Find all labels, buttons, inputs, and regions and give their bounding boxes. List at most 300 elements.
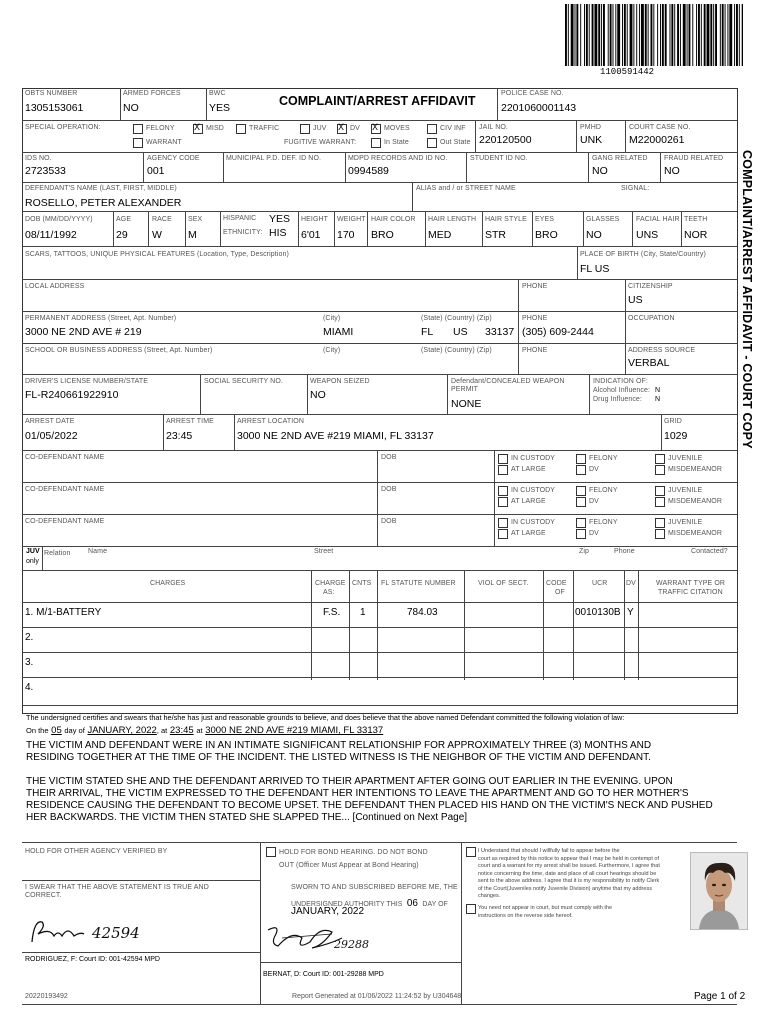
officer-signature (28, 914, 178, 948)
barcode-number: 1100591442 (600, 67, 655, 77)
barcode-bar (742, 4, 743, 66)
juvenile-checkbox[interactable] (655, 454, 665, 464)
pob-value: FL US (580, 263, 610, 275)
gang-value: NO (592, 165, 608, 177)
notice-line: of the Court(Juveniles notify Juvenile Division) anytime that my address (478, 885, 652, 892)
barcode-bar (670, 4, 671, 66)
school-state-label: (State) (Country) (Zip) (421, 347, 492, 354)
jail-no-label: JAIL NO. (479, 124, 508, 131)
barcode-bar (592, 4, 594, 66)
barcode-bar (698, 4, 700, 66)
civ-inf-label: CIV INF (440, 125, 466, 132)
codef-dv-label: DV (589, 466, 599, 473)
permanent-country: US (453, 326, 468, 338)
codefendant-dob-label: DOB (381, 486, 397, 493)
barcode-bar (662, 4, 664, 66)
warrant-checkbox[interactable] (133, 138, 143, 148)
defendant-photo (690, 852, 748, 930)
in-custody-checkbox[interactable] (498, 454, 508, 464)
out-state-checkbox[interactable] (427, 138, 437, 148)
teeth-value: NOR (684, 229, 708, 241)
barcode-bar (624, 4, 626, 66)
grid-label: GRID (664, 418, 682, 425)
armed-forces-value: NO (123, 102, 139, 114)
barcode-bar (633, 4, 634, 66)
codef-dv-checkbox[interactable] (576, 465, 586, 475)
barcode-bar (639, 4, 640, 66)
address-source-value: VERBAL (628, 357, 670, 369)
alcohol-label: Alcohol Influence: (593, 387, 651, 394)
agency-code-value: 001 (147, 165, 165, 177)
barcode-bar (598, 4, 600, 66)
charge-desc: 1. M/1-BATTERY (25, 607, 102, 618)
report-generated: Report Generated at 01/06/2022 11:24:52 by U304648 (292, 993, 462, 1000)
eyes-label: EYES (535, 216, 555, 223)
notice-line: sent to the above address. I agree that it is my responsibility to notify Clerk (478, 878, 660, 884)
warrant-label: WARRANT (146, 139, 182, 146)
sworn-label2: UNDERSIGNED AUTHORITY THIS (291, 901, 403, 908)
sworn-month: JANUARY, 2022 (291, 906, 365, 917)
charge-ucr: 0010130B (575, 607, 621, 618)
barcode-bar (725, 4, 726, 66)
barcode-bar (641, 4, 644, 66)
bwc-label: BWC (209, 90, 226, 97)
charge-desc: 3. (25, 657, 34, 668)
student-id-label: STUDENT ID NO. (470, 155, 528, 162)
grid-value: 1029 (664, 430, 688, 442)
facial-hair-value: UNS (636, 229, 659, 241)
barcode-bar (651, 4, 653, 66)
barcode-bar (722, 4, 724, 66)
barcode-bar (648, 4, 649, 66)
in-state-checkbox[interactable] (371, 138, 381, 148)
in-state-label: In State (384, 139, 409, 146)
barcode-bar (584, 4, 585, 66)
barcode-bar (687, 4, 688, 66)
judge-id: BERNAT, D: Court ID: 001-29288 MPD (263, 971, 384, 978)
arrest-time-value: 23:45 (166, 430, 193, 442)
traffic-checkbox[interactable] (236, 124, 246, 134)
barcode-bar (630, 4, 633, 66)
fraud-value: NO (664, 165, 680, 177)
barcode-bar (729, 4, 732, 66)
mdpd-label: MDPD RECORDS AND ID NO. (348, 155, 448, 162)
notice-line: court and a warrant for my arrest shall be issued. Furthermore, I agree that (478, 863, 660, 869)
dob-label: DOB (MM/DD/YYYY) (25, 216, 93, 223)
codefendant-dob-label: DOB (381, 518, 397, 525)
barcode-bar (565, 4, 567, 66)
obts-label: OBTS NUMBER (25, 90, 78, 97)
divider (377, 450, 378, 482)
barcode-bar (665, 4, 667, 66)
narrative-line: THEIR ARRIVAL, THE VICTIM EXPRESSED TO THE DEFENDANT HER INTENTIONS TO LEAVE THE APARTMENT AND GO TO HER MOTHER'S (26, 788, 689, 799)
charge-desc: 2. (25, 632, 34, 643)
fugitive-warrant-label: FUGITIVE WARRANT: (284, 139, 357, 146)
barcode-bar (594, 4, 597, 66)
juv-phone-label: Phone (614, 548, 635, 555)
perm-phone-label: PHONE (522, 315, 548, 322)
charge-as: F.S. (323, 607, 341, 618)
codef-felony-label: FELONY (589, 455, 618, 462)
notice-checkbox[interactable] (466, 847, 476, 857)
sex-label: SEX (188, 216, 203, 223)
codef-felony-label: FELONY (589, 487, 618, 494)
divider (22, 627, 737, 628)
ids-label: IDS NO. (25, 155, 52, 162)
juvenile-checkbox[interactable] (655, 486, 665, 496)
codef-dv-checkbox[interactable] (576, 529, 586, 539)
charge-desc: 4. (25, 682, 34, 693)
barcode-bar (683, 4, 686, 66)
codef-felony-checkbox[interactable] (576, 518, 586, 528)
side-title: COMPLAINT/ARREST AFFIDAVIT - COURT COPY (740, 150, 754, 449)
sworn-day: 06 (406, 898, 418, 909)
notice2-checkbox[interactable] (466, 904, 476, 914)
misdemeanor-label: MISDEMEANOR (668, 466, 722, 473)
charge-as-label: CHARGE (315, 580, 346, 587)
at-large-label: AT LARGE (511, 498, 546, 505)
notice-line: changes. (478, 893, 501, 899)
obts-value: 1305153061 (25, 102, 84, 114)
school-phone-label: PHONE (522, 347, 548, 354)
barcode-bar (677, 4, 679, 66)
drug-value: N (655, 396, 661, 403)
sex-value: M (188, 229, 197, 241)
bwc-value: YES (209, 102, 231, 114)
scars-label: SCARS, TATTOOS, UNIQUE PHYSICAL FEATURES (Location, Type, Description) (25, 251, 289, 258)
narrative-line: THE VICTIM AND DEFENDANT WERE IN AN INTIMATE SIGNIFICANT RELATIONSHIP FOR APPROXIMATELY THREE (3) MONTHS AND (26, 740, 652, 751)
officer-signature-number: 42594 (92, 924, 140, 942)
notice2-line: instructions on the reverse side hereof. (478, 913, 573, 919)
occupation-label: OCCUPATION (628, 315, 675, 322)
in-custody-label: IN CUSTODY (511, 519, 556, 526)
barcode-bar (727, 4, 728, 66)
divider (22, 677, 737, 678)
arrest-date-value: 01/05/2022 (25, 430, 78, 442)
barcode-bar (710, 4, 712, 66)
school-city-label: (City) (323, 347, 341, 354)
divider (494, 514, 495, 546)
weight-value: 170 (337, 229, 355, 241)
at-large-label: AT LARGE (511, 466, 546, 473)
at-large-checkbox[interactable] (498, 529, 508, 539)
on-the-day: 05 (51, 725, 62, 736)
code-label: CODE (546, 580, 567, 587)
hispanic-label: HISPANIC (223, 215, 257, 222)
swear-label2: CORRECT. (25, 892, 62, 899)
race-label: RACE (152, 216, 172, 223)
perm-city-label: (City) (323, 315, 341, 322)
codef-dv-label: DV (589, 498, 599, 505)
special-operation-label: SPECIAL OPERATION: (25, 124, 101, 131)
hold-bond-checkbox[interactable] (266, 847, 276, 857)
dl-value: FL-R240661922910 (25, 389, 119, 401)
ids-value: 2723533 (25, 165, 66, 177)
on-the-at2: at (196, 726, 203, 735)
sworn-label1: SWORN TO AND SUBSCRIBED BEFORE ME, THE (291, 884, 458, 891)
police-case-value: 2201060001143 (501, 102, 577, 114)
barcode-bar (689, 4, 691, 66)
codefendant-dob-label: DOB (381, 454, 397, 461)
glasses-value: NO (586, 229, 602, 241)
barcode-bar (615, 4, 616, 66)
divider (377, 482, 378, 514)
barcode-bar (696, 4, 697, 66)
hold-other-label: HOLD FOR OTHER AGENCY VERIFIED BY (25, 848, 168, 855)
barcode-bar (627, 4, 628, 66)
hair-color-value: BRO (371, 229, 394, 241)
divider (22, 705, 737, 706)
charges-label: CHARGES (150, 580, 186, 587)
code-of-label: OF (555, 589, 565, 596)
narrative-line: RESIDENCE CAUSING THE DEFENDANT TO BECOME UPSET. THE DEFENDANT THEN PLACED HIS HAND ON THE VICTIM'S NECK AND PUSHED (26, 800, 713, 811)
defendant-name-label: DEFENDANT'S NAME (LAST, FIRST, MIDDLE) (25, 185, 177, 192)
codef-felony-checkbox[interactable] (576, 454, 586, 464)
ucr-label: UCR (592, 580, 608, 587)
felony-label: FELONY (146, 125, 175, 132)
barcode-bar (739, 4, 740, 66)
narrative-line: RESIDING TOGETHER AT THE TIME OF THE INCIDENT. THE LISTED WITNESS IS THE NEIGHBOR OF THE VICTIM AND DEFENDANT. (26, 752, 651, 763)
juvenile-label: JUVENILE (668, 455, 703, 462)
certify-text: The undersigned certifies and swears that he/she has just and reasonable grounds to believe, and does believe that the above named Defendant committed the following violation of law: (26, 713, 625, 722)
barcode-bar (734, 4, 735, 66)
page-number: Page 1 of 2 (694, 991, 746, 1002)
on-the-location: 3000 NE 2ND AVE #219 MIAMI, FL 33137 (205, 725, 384, 736)
court-case-label: COURT CASE NO. (629, 124, 691, 131)
narrative-line: HER BACKWARDS. THE VICTIM THEN STATED SHE SLAPPED THE... [Continued on Next Page] (26, 812, 468, 823)
misdemeanor-label: MISDEMEANOR (668, 498, 722, 505)
defendant-name-value: ROSELLO, PETER ALEXANDER (25, 197, 182, 209)
barcode-bar (671, 4, 673, 66)
barcode-bar (568, 4, 569, 66)
arrest-location-value: 3000 NE 2ND AVE #219 MIAMI, FL 33137 (237, 430, 434, 442)
misdemeanor-checkbox[interactable] (655, 497, 665, 507)
municipal-pd-label: MUNICIPAL P.D. DEF. ID NO. (226, 155, 322, 162)
barcode-bar (653, 4, 654, 66)
juv-street-label: Street (314, 548, 334, 555)
at-large-label: AT LARGE (511, 530, 546, 537)
address-source-label: ADDRESS SOURCE (628, 347, 696, 354)
hair-length-label: HAIR LENGTH (428, 216, 477, 223)
divider (494, 482, 495, 514)
arrest-date-label: ARREST DATE (25, 418, 75, 425)
divider (22, 482, 737, 483)
armed-forces-label: ARMED FORCES (123, 90, 181, 97)
hold-bond-label1: HOLD FOR BOND HEARING. DO NOT BOND (279, 849, 428, 856)
eyes-value: BRO (535, 229, 558, 241)
charge-cnts: 1 (360, 607, 366, 618)
barcode-bar (720, 4, 721, 66)
dob-value: 08/11/1992 (25, 229, 77, 241)
misdemeanor-label: MISDEMEANOR (668, 530, 722, 537)
permanent-city: MIAMI (323, 326, 354, 338)
in-custody-checkbox[interactable] (498, 518, 508, 528)
warrant-type-label: WARRANT TYPE OR (656, 580, 726, 587)
barcode-bar (645, 4, 647, 66)
codefendant-name-label: CO-DEFENDANT NAME (25, 486, 105, 493)
local-phone-label: PHONE (522, 283, 548, 290)
doc-id: 20220193492 (25, 993, 68, 1000)
indication-label: INDICATION OF: (593, 378, 648, 385)
police-case-label: POLICE CASE NO. (501, 90, 564, 97)
facial-hair-label: FACIAL HAIR (636, 216, 680, 223)
barcode-bar (715, 4, 717, 66)
charge-statute: 784.03 (407, 607, 438, 618)
dv-col-label: DV (626, 580, 636, 587)
narrative-line: THE VICTIM STATED SHE AND THE DEFENDANT ARRIVED TO THEIR APARTMENT AFTER GOING OUT EARLIER IN THE EVENING. UPON (26, 776, 673, 787)
arrest-location-label: ARREST LOCATION (237, 418, 304, 425)
misd-mark: X (194, 122, 201, 132)
barcode-bar (692, 4, 693, 66)
gang-label: GANG RELATED (592, 155, 648, 162)
cnts-label: CNTS (352, 580, 372, 587)
barcode-bar (617, 4, 620, 66)
moves-label: MOVES (384, 125, 410, 132)
at-large-checkbox[interactable] (498, 465, 508, 475)
agency-code-label: AGENCY CODE (147, 155, 200, 162)
traffic-citation-label: TRAFFIC CITATION (658, 589, 723, 596)
height-value: 6'01 (301, 229, 321, 241)
in-custody-label: IN CUSTODY (511, 487, 556, 494)
teeth-label: TEETH (684, 216, 708, 223)
court-case-value: M22000261 (629, 134, 685, 146)
divider (22, 546, 737, 547)
barcode-bar (704, 4, 706, 66)
jail-no-value: 220120500 (479, 134, 532, 146)
officer-id: RODRIGUEZ, F: Court ID: 001-42594 MPD (25, 956, 160, 963)
defendant-weapon-value: NONE (451, 398, 482, 410)
race-value: W (152, 229, 162, 241)
divider (22, 514, 737, 515)
hair-length-value: MED (428, 229, 452, 241)
traffic-label: TRAFFIC (249, 125, 280, 132)
citizenship-label: CITIZENSHIP (628, 283, 673, 290)
pmhd-label: PMHD (580, 124, 602, 131)
divider (494, 450, 495, 482)
barcode-bar (608, 4, 609, 66)
notice-line: notice concerning the time, date and place of all court hearings should be (478, 870, 657, 877)
age-value: 29 (116, 229, 128, 241)
permanent-street: 3000 NE 2ND AVE # 219 (25, 326, 142, 338)
permanent-zip: 33137 (485, 326, 515, 338)
codef-felony-checkbox[interactable] (576, 486, 586, 496)
codef-dv-label: DV (589, 530, 599, 537)
local-address-label: LOCAL ADDRESS (25, 283, 85, 290)
barcode (565, 4, 743, 66)
barcode-bar (680, 4, 681, 66)
mdpd-value: 0994589 (348, 165, 389, 177)
juv-name-label: Name (88, 548, 108, 555)
viol-sect-label: VIOL OF SECT. (478, 580, 529, 587)
pmhd-value: UNK (580, 134, 603, 146)
fraud-label: FRAUD RELATED (664, 155, 724, 162)
barcode-bar (601, 4, 602, 66)
codef-felony-label: FELONY (589, 519, 618, 526)
juvenile-label: JUVENILE (668, 519, 703, 526)
on-the-at: , at (156, 726, 168, 735)
school-address-label: SCHOOL OR BUSINESS ADDRESS (Street, Apt. Number) (25, 347, 213, 354)
barcode-bar (571, 4, 574, 66)
barcode-bar (613, 4, 614, 66)
height-label: HEIGHT (301, 216, 329, 223)
age-label: AGE (116, 216, 132, 223)
defendant-weapon-label: Defendant/CONCEALED WEAPON (451, 378, 565, 385)
weapon-seized-label: WEAPON SEIZED (310, 378, 370, 385)
alias-label: ALIAS and / or STREET NAME (416, 185, 516, 192)
swear-label1: I SWEAR THAT THE ABOVE STATEMENT IS TRUE AND (25, 884, 209, 891)
moves-mark: X (372, 122, 379, 132)
juvenile-checkbox[interactable] (655, 518, 665, 528)
misdemeanor-checkbox[interactable] (655, 465, 665, 475)
perm-state-label: (State) (Country) (Zip) (421, 315, 492, 322)
juv-contacted-label: Contacted? (691, 548, 728, 555)
pob-label: PLACE OF BIRTH (City, State/Country) (580, 251, 706, 258)
felony-checkbox[interactable] (133, 124, 143, 134)
permanent-phone: (305) 609-2444 (522, 326, 594, 338)
ethnicity-label: ETHNICITY: (223, 229, 263, 236)
barcode-bar (713, 4, 714, 66)
misdemeanor-checkbox[interactable] (655, 529, 665, 539)
hold-bond-label2: OUT (Officer Must Appear at Bond Hearing) (279, 862, 419, 869)
juv-label: JUV (26, 548, 40, 555)
codef-dv-checkbox[interactable] (576, 497, 586, 507)
hair-style-label: HAIR STYLE (485, 216, 527, 223)
juv-checkbox[interactable] (300, 124, 310, 134)
civ-inf-checkbox[interactable] (427, 124, 437, 134)
weight-label: WEIGHT (337, 216, 366, 223)
alcohol-value: N (655, 387, 661, 394)
codefendant-name-label: CO-DEFENDANT NAME (25, 454, 105, 461)
divider (22, 652, 737, 653)
on-the-line (26, 725, 383, 736)
barcode-bar (589, 4, 590, 66)
judge-signature-number: 29288 (334, 938, 369, 951)
barcode-bar (674, 4, 675, 66)
barcode-bar (701, 4, 702, 66)
only-label: only (26, 558, 39, 565)
hair-color-label: HAIR COLOR (371, 216, 416, 223)
on-the-pre: On the (26, 726, 49, 735)
signal-label: SIGNAL: (621, 185, 650, 192)
relation-label: Relation (44, 550, 71, 557)
barcode-bar (586, 4, 588, 66)
at-large-checkbox[interactable] (498, 497, 508, 507)
ssn-label: SOCIAL SECURITY NO. (204, 378, 283, 385)
arrest-time-label: ARREST TIME (166, 418, 214, 425)
codefendant-name-label: CO-DEFENDANT NAME (25, 518, 105, 525)
barcode-bar (636, 4, 637, 66)
in-custody-checkbox[interactable] (498, 486, 508, 496)
citizenship-value: US (628, 294, 643, 306)
weapon-seized-value: NO (310, 389, 326, 401)
barcode-bar (576, 4, 578, 66)
permit-label: PERMIT (451, 386, 479, 393)
hair-style-value: STR (485, 229, 506, 241)
dl-label: DRIVER'S LICENSE NUMBER/STATE (25, 378, 148, 385)
barcode-bar (657, 4, 658, 66)
charge-as-label2: AS: (323, 589, 335, 596)
judge-signature (262, 920, 382, 954)
barcode-bar (610, 4, 612, 66)
glasses-label: GLASSES (586, 216, 620, 223)
juv-zip-label: Zip (579, 548, 590, 555)
in-custody-label: IN CUSTODY (511, 455, 556, 462)
notice-line: court as required by this notice to appear that I may be held in contempt of (478, 855, 659, 862)
drug-label: Drug Influence: (593, 396, 642, 403)
fl-statute-label: FL STATUTE NUMBER (381, 580, 456, 587)
notice2-line: You need not appear in court, but must comply with the (478, 905, 613, 911)
notice-line: I Understand that should I willfully fail to appear before the (478, 848, 620, 854)
